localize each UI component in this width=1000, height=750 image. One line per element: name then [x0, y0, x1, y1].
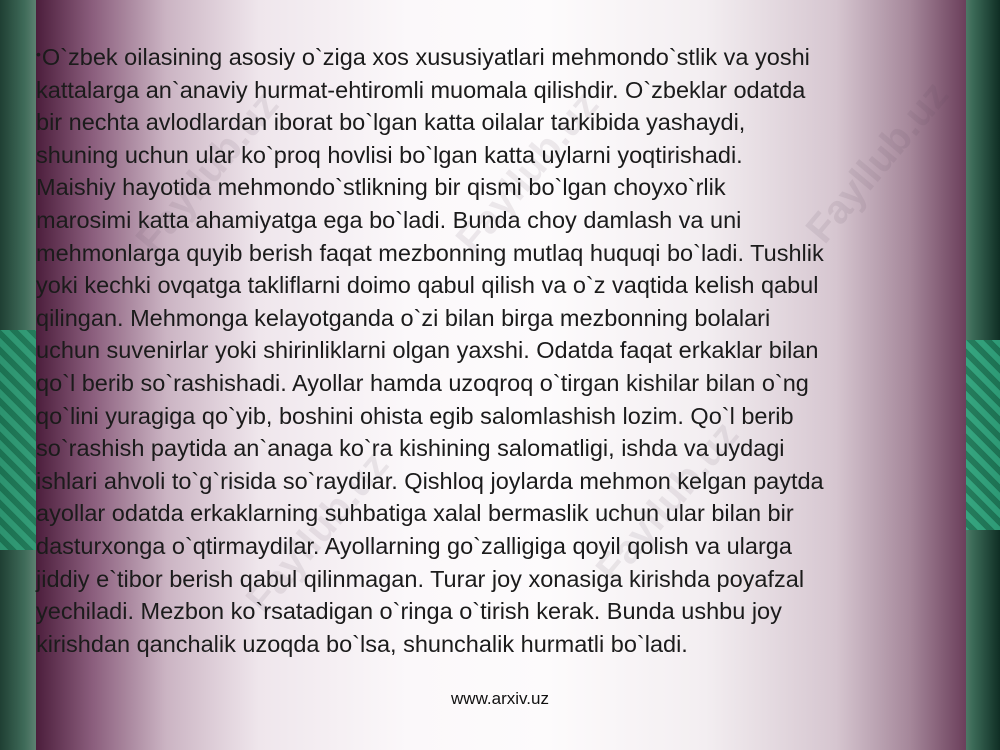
footer-url: www.arxiv.uz: [451, 689, 549, 708]
text-line: yechiladi. Mezbon ko`rsatadigan o`ringa o`tirish kerak. Bunda ushbu joy: [36, 598, 782, 625]
text-line: mehmonlarga quyib berish faqat mezbonning mutlaq huquqi bo`ladi. Tushlik: [36, 239, 824, 266]
text-line: qo`lini yuragiga qo`yib, boshini ohista egib salomlashish lozim. Qo`l berib: [36, 402, 794, 429]
text-line: dasturxonga o`qtirmaydilar. Ayollarning go`zalligiga qoyil qolish va ularga: [36, 532, 792, 559]
text-line: Maishiy hayotida mehmondo`stlikning bir qismi bo`lgan choyxo`rlik: [36, 174, 726, 201]
text-line: kattalarga an`anaviy hurmat-ehtiromli muomala qilishdir. O`zbeklar odatda: [36, 76, 806, 103]
text-line: ayollar odatda erkaklarning suhbatiga xalal bermaslik uchun ular bilan bir: [36, 500, 794, 527]
text-line: ishlari ahvoli to`g`risida so`raydilar. Qishloq joylarda mehmon kelgan paytda: [36, 467, 824, 494]
text-line: yoki kechki ovqatga takliflarni doimo qabul qilish va o`z vaqtida kelish qabul: [36, 272, 819, 299]
text-line: jiddiy e`tibor berish qabul qilinmagan. Turar joy xonasiga kirishda poyafzal: [36, 565, 805, 592]
text-line: kirishdan qanchalik uzoqda bo`lsa, shunchalik hurmatli bo`ladi.: [36, 630, 688, 657]
text-line: bir nechta avlodlardan iborat bo`lgan katta oilalar tarkibida yashaydi,: [36, 109, 746, 136]
bullet: •: [36, 46, 41, 62]
text-line: qo`l berib so`rashishadi. Ayollar hamda uzoqroq o`tirgan kishilar bilan o`ng: [36, 369, 809, 396]
text-line: shuning uchun ular ko`proq hovlisi bo`lgan katta uylarni yoqtirishadi.: [36, 141, 743, 168]
slide-body-text: [36, 38, 964, 660]
text-line: uchun suvenirlar yoki shirinliklarni olgan yaxshi. Odatda faqat erkaklar bilan: [36, 337, 819, 364]
text-line: qilingan. Mehmonga kelayotganda o`zi bilan birga mezbonning bolalari: [36, 304, 771, 331]
text-line: marosimi katta ahamiyatga ega bo`ladi. Bunda choy damlash va uni: [36, 206, 742, 233]
text-line: •O`zbek oilasining asosiy o`ziga xos xususiyatlari mehmondo`stlik va yoshi: [36, 44, 810, 70]
text-line: so`rashish paytida an`anaga ko`ra kishining salomatligi, ishda va uydagi: [36, 435, 785, 462]
